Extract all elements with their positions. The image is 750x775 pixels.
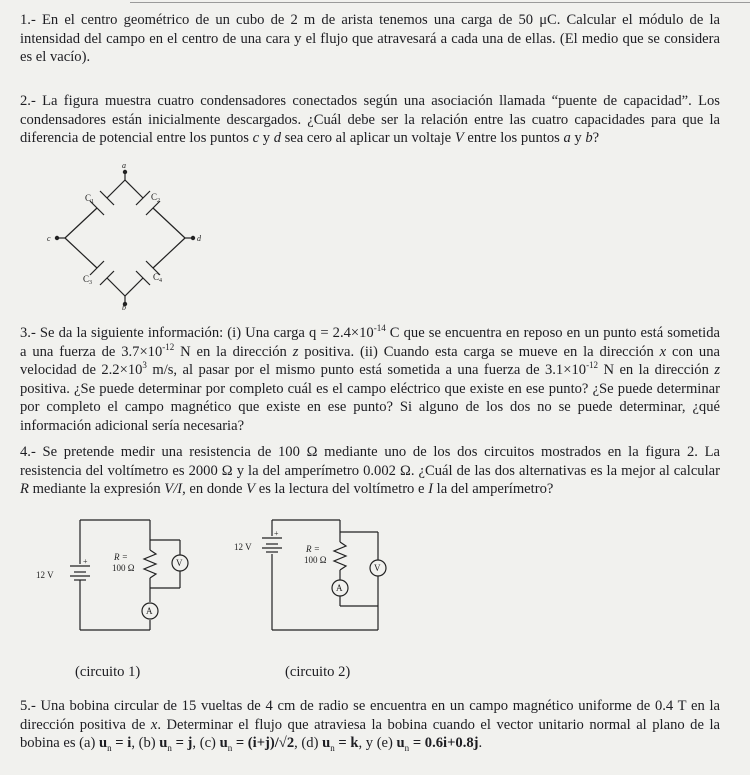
battery-voltage: 12 V	[234, 542, 252, 552]
problem-5: 5.- Una bobina circular de 15 vueltas de 4 cm de radio se encuentra en un campo magnético uniforme de 0.4 T en la dirección positiva de x. Determinar el flujo que atraviesa la bobina cuando el vector unitario normal al plano de la bobina es (a) $u_n = i$, (b) $u_n = j$, (c) $u_n = (i+j)/√2$, (d) $u_n = k$, y (e) $u_n = 0.6i+0.8j$.	[20, 698, 720, 753]
battery-voltage: 12 V	[36, 570, 54, 580]
circuit-2-caption: (circuito 2)	[285, 664, 351, 680]
resistor-value: 100 Ω	[112, 563, 135, 573]
ammeter-label: A	[146, 606, 153, 616]
label-c: c	[47, 234, 51, 243]
problem-1	[20, 11, 720, 67]
circuit-2-diagram	[230, 512, 410, 642]
label-c3: $C_3$	[83, 274, 93, 286]
label-d: d	[197, 234, 201, 243]
circuit-1-diagram	[30, 512, 210, 642]
node-a	[123, 170, 127, 174]
problem-number: 3.-	[20, 325, 36, 341]
problem-number: 5.-	[20, 698, 36, 714]
voltmeter-label: V	[374, 563, 381, 573]
problem-number: 2.-	[20, 93, 36, 109]
resistor-label: R =	[306, 544, 320, 554]
problem-3: 3.- Se da la siguiente información: (i) Una carga $q = 2.4\times 10^{-14}$ C que se encuentra en reposo en un punto está sometida a una fuerza de $3.7\times 10^{-12}$ N en la dirección z positiva. (ii) Cuando esta carga se mueve en la dirección x con una velocidad de $2.2\times 10^3$ m/s, al pasar por el mismo punto está sometida a una fuerza de $3.1\times 10^{-12}$ N en la dirección z positiva. ¿Se puede determinar por completo cuál es el campo eléctrico que existe en ese punto? ¿Se puede determinar por completo el campo magnético que existe en ese punto? Si alguno de los dos no se puede determinar, ¿qué información adicional sería necesaria?	[20, 323, 720, 434]
resistor-label: R =	[114, 552, 128, 562]
problem-number: 4.-	[20, 444, 36, 460]
label-c2: $C_2$	[151, 192, 161, 204]
battery-plus: +	[83, 557, 88, 566]
label-a: a	[122, 161, 126, 170]
problem-4: 4.- Se pretende medir una resistencia de 100 Ω mediante uno de los dos circuitos mostrados en la figura 2. La resistencia del voltímetro es 2000 Ω y la del amperímetro 0.002 Ω. ¿Cuál de las dos alternativas es la mejor al calcular R mediante la expresión V/I, en donde V es la lectura del voltímetro e I la del amperímetro?	[20, 444, 720, 497]
top-rule	[130, 2, 750, 3]
capacitor-bridge-diagram	[45, 160, 215, 310]
battery-plus: +	[274, 529, 279, 538]
voltmeter-label: V	[176, 558, 183, 568]
circuit-1-caption: (circuito 1)	[75, 664, 141, 680]
ammeter-label: A	[336, 583, 343, 593]
label-c4: $C_4$	[153, 272, 163, 284]
node-d	[191, 236, 195, 240]
resistor-value: 100 Ω	[304, 555, 327, 565]
node-c	[55, 236, 59, 240]
problem-number: 1.-	[20, 12, 36, 28]
problem-2: 2.- La figura muestra cuatro condensadores conectados según una asociación llamada “puente de capacidad”. Los condensadores están inicialmente descargados. ¿Cuál debe ser la relación entre las cuatro capacidades para que la diferencia de potencial entre los puntos c y d sea cero al aplicar un voltaje V entre los puntos a y b?	[20, 93, 720, 146]
label-b: b	[122, 303, 126, 310]
problem-text: En el centro geométrico de un cubo de 2 m de arista tenemos una carga de 50 μC. Calcular el módulo de la intensidad del campo en el centro de una cara y el flujo que atravesará a cada una de ellas. (El medio que se considera es el vacío).	[20, 12, 720, 65]
label-c1: $C_1$	[85, 193, 95, 205]
